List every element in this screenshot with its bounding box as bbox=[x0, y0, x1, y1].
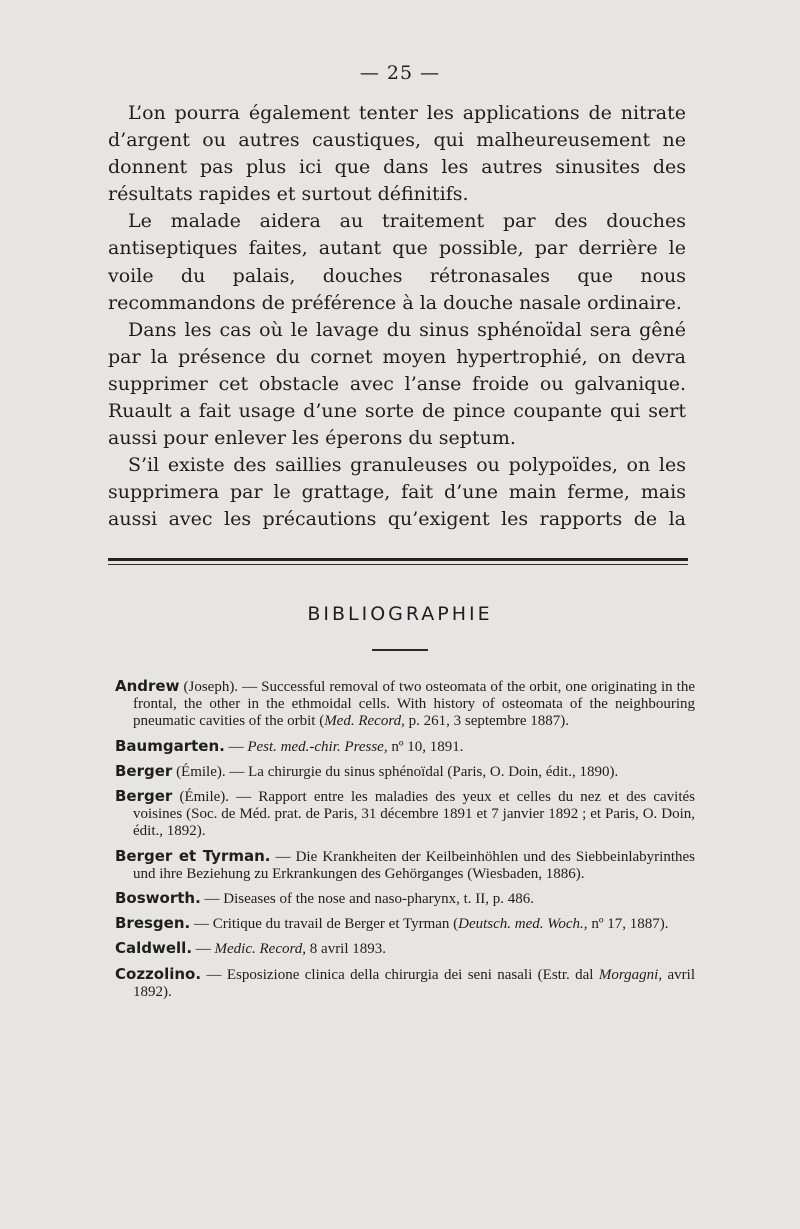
reference-text-end: nº 10, 1891. bbox=[387, 738, 464, 755]
reference-entry bbox=[115, 678, 695, 731]
reference-author: Berger bbox=[115, 787, 173, 806]
reference-text-end: 8 avril 1893. bbox=[306, 941, 387, 958]
reference-text-end: nº 17, 1887). bbox=[587, 916, 669, 933]
reference-author: Cozzolino. bbox=[115, 964, 202, 983]
reference-entry bbox=[115, 915, 695, 933]
reference-text: (Émile). — La chirurgie du sinus sphénoïdal (Paris, O. Doin, édit., 1890). bbox=[172, 763, 619, 780]
reference-source: Pest. med.-chir. Presse, bbox=[247, 738, 388, 755]
bibliography-list bbox=[115, 678, 695, 1008]
reference-text-end: p. 261, 3 septembre 1887). bbox=[404, 713, 569, 730]
reference-author: Bresgen. bbox=[115, 914, 191, 933]
paragraph-nitrate: L’on pourra également tenter les applications de nitrate d’argent ou autres caustiques, qui malheureusement ne donnent pas plus ici que dans les autres sinusites des résultats rapides et surtout définitifs. bbox=[108, 102, 686, 206]
paragraph-douches: Le malade aidera au traitement par des douches antiseptiques faites, autant que possible, par derrière le voile du palais, douches rétronasales que nous recommandons de préférence à la douche nasale ordinaire. bbox=[108, 210, 686, 314]
reference-author: Caldwell. bbox=[115, 939, 193, 958]
reference-text: (Émile). — Rapport entre les maladies des yeux et celles du nez et des cavités voisines (Soc. de Méd. prat. de Paris, 31 décembre 1891 et 7 janvier 1892 ; et Paris, O. Doin, édit., 1892). bbox=[133, 789, 695, 840]
reference-source: Morgagni, bbox=[598, 966, 663, 983]
reference-entry bbox=[115, 940, 695, 958]
paragraph-cornet: Dans les cas où le lavage du sinus sphénoïdal sera gêné par la présence du cornet moyen hypertrophié, on devra supprimer cet obstacle avec l’anse froide ou galvanique. Ruault a fait usage d’une sorte de pince coupante qui sert aussi pour enlever les éperons du septum. bbox=[108, 318, 686, 450]
page-number: — 25 — bbox=[359, 62, 441, 84]
reference-author: Berger bbox=[115, 761, 173, 780]
reference-entry bbox=[115, 738, 695, 756]
reference-text-end: avril 1892). bbox=[133, 966, 695, 1000]
reference-source: Med. Record, bbox=[324, 713, 405, 730]
reference-source: Deutsch. med. Woch., bbox=[458, 916, 588, 933]
section-divider bbox=[108, 558, 688, 565]
paragraph-saillies: S’il existe des saillies granuleuses ou polypoïdes, on les supprimera par le grattage, fait d’une main ferme, mais aussi avec les précautions qu’exigent les rapports de la bbox=[108, 454, 686, 531]
reference-author: Bosworth. bbox=[115, 889, 201, 908]
bibliography-heading: BIBLIOGRAPHIE bbox=[307, 603, 493, 625]
reference-entry bbox=[115, 788, 695, 841]
reference-text: — Die Krankheiten der Keilbeinhöhlen und des Siebbeinlabyrinthes und ihre Beziehung zu Erkrankungen des Gehörganges (Wiesbaden, 1886). bbox=[133, 848, 696, 882]
body-text bbox=[108, 100, 686, 534]
reference-author: Berger et Tyrman. bbox=[115, 846, 271, 865]
reference-entry bbox=[115, 966, 695, 1001]
reference-text: — Critique du travail de Berger et Tyrman ( bbox=[190, 916, 459, 933]
divider-thin-line bbox=[108, 564, 688, 565]
reference-entry bbox=[115, 890, 695, 908]
reference-source: Medic. Record, bbox=[214, 941, 307, 958]
reference-text: — bbox=[192, 941, 215, 958]
reference-entry bbox=[115, 763, 695, 781]
reference-text: — Esposizione clinica della chirurgia dei seni nasali (Estr. dal bbox=[201, 966, 599, 983]
reference-text: — Diseases of the nose and naso-pharynx, t. II, p. 486. bbox=[200, 891, 535, 908]
reference-text: (Joseph). — Successful removal of two osteomata of the orbit, one originating in the frontal, the other in the ethmoidal cells. With history of osteomata of the neighbouring pneumatic cavities of the orbit ( bbox=[133, 679, 695, 730]
heading-underline bbox=[372, 649, 428, 651]
reference-author: Andrew bbox=[115, 677, 180, 695]
divider-thick-line bbox=[108, 558, 688, 561]
reference-text: — bbox=[224, 738, 248, 755]
reference-entry bbox=[115, 848, 695, 883]
reference-author: Baumgarten. bbox=[115, 736, 225, 755]
